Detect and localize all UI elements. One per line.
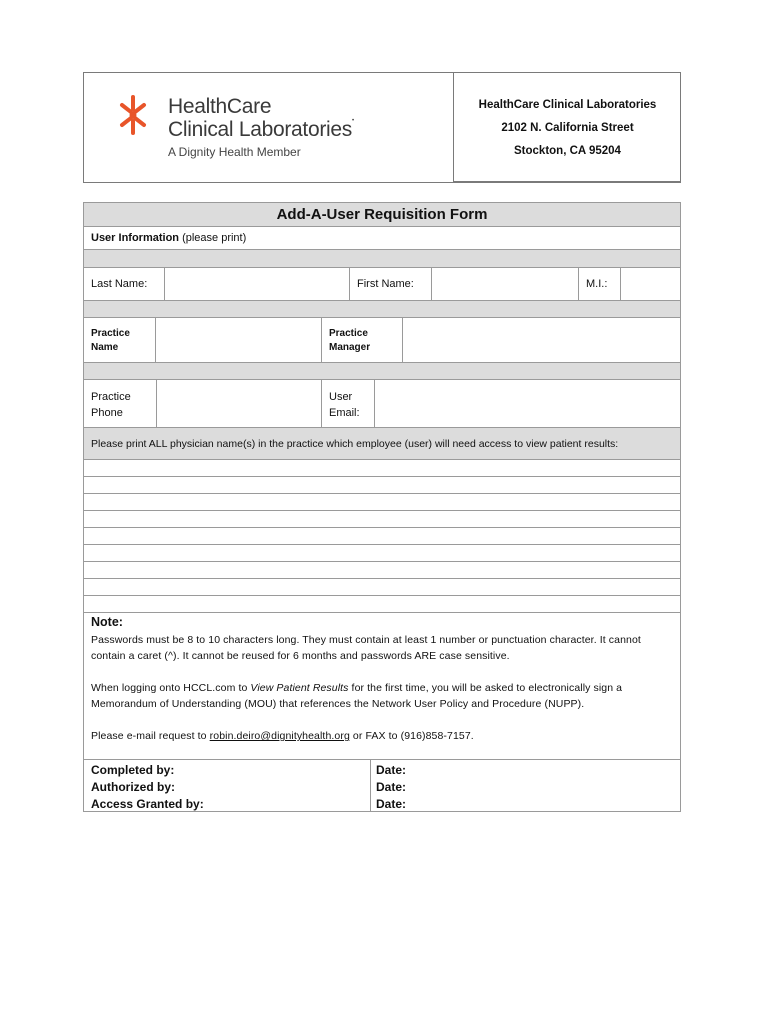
org-street: 2102 N. California Street [501,122,634,134]
physician-name-row[interactable] [84,477,680,494]
date-label: Date: [376,797,407,811]
physician-name-row[interactable] [84,511,680,528]
org-name: HealthCare Clinical Laboratories [478,99,657,111]
last-name-field[interactable] [164,268,349,300]
physician-name-row[interactable] [84,579,680,596]
brand-tagline: A Dignity Health Member [168,145,301,159]
first-name-label: First Name: [357,278,414,290]
mi-label-cell [578,268,620,300]
last-name-label: Last Name: [91,278,148,290]
first-name-field[interactable] [431,268,578,300]
form-title: Add-A-User Requisition Form [276,206,488,223]
practice-row [84,318,680,363]
section-header-row [84,227,680,250]
request-note: Please e-mail request to robin.deiro@dignityhealth.org or FAX to (916)858-7157. [91,730,474,742]
mi-field[interactable] [620,268,680,300]
practice-name-field[interactable] [155,318,321,362]
spacer-row [84,301,680,318]
physician-name-row[interactable] [84,545,680,562]
physician-instruction-row [84,428,680,460]
practice-phone-label: Practice Phone [91,391,131,419]
spacer-row [84,363,680,380]
physician-name-row[interactable] [84,596,680,613]
physician-name-row[interactable] [84,494,680,511]
mi-label: M.I.: [586,278,608,290]
dignity-health-logo-icon [118,93,148,137]
practice-manager-label-cell [321,318,402,362]
org-city: Stockton, CA 95204 [514,145,621,157]
practice-name-label: Practice Name [91,328,130,353]
signoff-top-rule [84,759,680,760]
requisition-form [83,202,681,812]
spacer-row [84,250,680,268]
brand-name-line2: Clinical Laboratories• [168,118,354,141]
physician-name-row[interactable] [84,562,680,579]
practice-manager-field[interactable] [402,318,680,362]
password-note: Passwords must be 8 to 10 characters long. They must contain at least 1 number or punctuation character. It cannot contain a caret (^). It cannot be reused for 6 months and passwords ARE case sensitive. [91,634,641,662]
form-title-row [84,203,680,227]
physician-name-row[interactable] [84,460,680,477]
section-label: User Information (please print) [91,232,247,244]
practice-phone-field[interactable] [156,380,321,427]
user-email-field[interactable] [374,380,680,427]
completed-by-label: Completed by: [91,763,175,777]
note-heading: Note: [91,615,123,629]
letterhead [83,72,681,183]
header-underline [453,181,681,183]
date-label: Date: [376,763,407,777]
physician-name-row[interactable] [84,528,680,545]
request-email-link[interactable]: robin.deiro@dignityhealth.org [209,730,350,742]
access-granted-by-label: Access Granted by: [91,797,204,811]
brand-name-line1: HealthCare [168,95,272,118]
date-label: Date: [376,780,407,794]
user-email-label: User Email: [329,391,360,419]
contact-row [84,380,680,428]
practice-manager-label: Practice Manager [329,328,371,353]
authorized-by-label: Authorized by: [91,780,175,794]
name-row [84,268,680,301]
signoff-divider [370,760,371,812]
login-note: When logging onto HCCL.com to View Patient Results for the first time, you will be asked to electronically sign a Memorandum of Understanding (MOU) that references the Network User Policy and Procedure (NUPP). [91,682,623,710]
user-email-label-cell [321,380,374,427]
physician-instruction: Please print ALL physician name(s) in the practice which employee (user) will need access to view patient results: [91,438,619,450]
first-name-label-cell [349,268,431,300]
